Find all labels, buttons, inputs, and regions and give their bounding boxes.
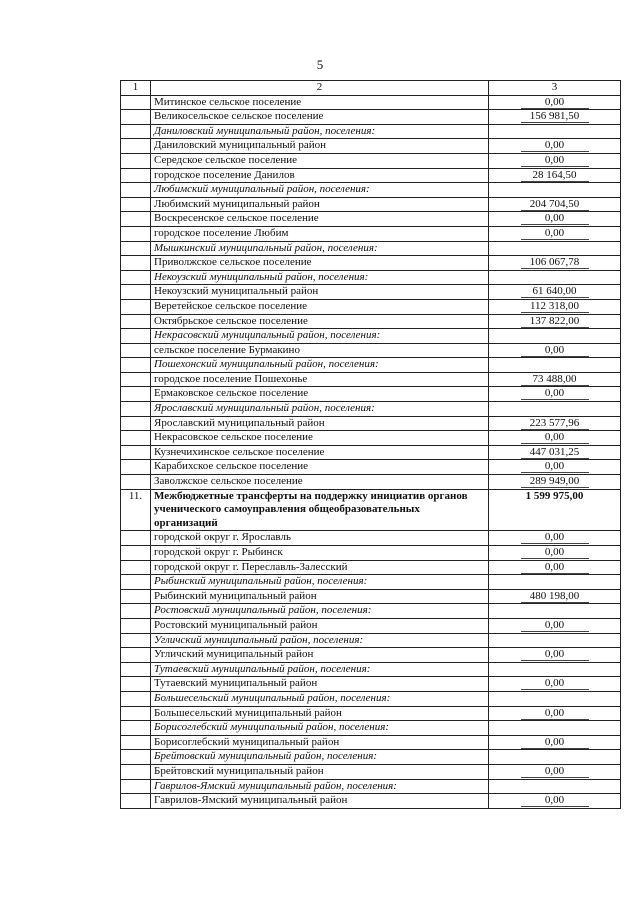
row-value: 0,00: [521, 677, 589, 690]
row-value: 0,00: [521, 648, 589, 661]
row-number-cell: [121, 241, 151, 256]
row-value-cell: [489, 475, 621, 490]
row-name-cell: городской округ г. Ярославль: [151, 531, 489, 546]
table-row: [121, 531, 621, 546]
row-number-cell: 11.: [121, 489, 151, 531]
row-value: 137 822,00: [521, 315, 589, 328]
row-name-cell: Гаврилов-Ямский муниципальный район, поселения:: [151, 779, 489, 794]
row-value-cell: [489, 241, 621, 256]
row-value-cell: [489, 575, 621, 590]
row-value-cell: [489, 735, 621, 750]
row-name-cell: городской округ г. Переславль-Залесский: [151, 560, 489, 575]
district-header-row: [121, 358, 621, 373]
row-number-cell: [121, 662, 151, 677]
row-number-cell: [121, 416, 151, 431]
row-number-cell: [121, 402, 151, 417]
table-row: [121, 706, 621, 721]
row-value-cell: [489, 329, 621, 344]
row-name-cell: Ярославский муниципальный район: [151, 416, 489, 431]
row-value-cell: [489, 431, 621, 446]
row-name-cell: Тутаевский муниципальный район, поселения:: [151, 662, 489, 677]
row-number-cell: [121, 110, 151, 125]
header-col-1: 1: [121, 81, 151, 96]
row-name-cell: Веретейское сельское поселение: [151, 299, 489, 314]
row-name-cell: Гаврилов-Ямский муниципальный район: [151, 794, 489, 809]
row-name-cell: Угличский муниципальный район, поселения:: [151, 633, 489, 648]
row-name-cell: Некрасовское сельское поселение: [151, 431, 489, 446]
row-value: 0,00: [521, 212, 589, 225]
row-name-cell: Октябрьское сельское поселение: [151, 314, 489, 329]
row-value: 0,00: [521, 154, 589, 167]
row-value: 0,00: [521, 561, 589, 574]
district-header-row: [121, 633, 621, 648]
row-name-cell: Воскресенское сельское поселение: [151, 212, 489, 227]
row-number-cell: [121, 531, 151, 546]
row-number-cell: [121, 197, 151, 212]
row-number-cell: [121, 256, 151, 271]
row-value-cell: [489, 648, 621, 663]
row-value-cell: [489, 764, 621, 779]
row-name-cell: Пошехонский муниципальный район, поселения:: [151, 358, 489, 373]
row-name-cell: Заволжское сельское поселение: [151, 475, 489, 490]
row-value-cell: [489, 226, 621, 241]
row-number-cell: [121, 343, 151, 358]
row-name-cell: Борисоглебский муниципальный район: [151, 735, 489, 750]
table-row: [121, 314, 621, 329]
row-number-cell: [121, 358, 151, 373]
row-number-cell: [121, 677, 151, 692]
transfers-table: [120, 80, 621, 809]
row-number-cell: [121, 546, 151, 561]
district-header-row: [121, 721, 621, 736]
row-value: 0,00: [521, 227, 589, 240]
row-number-cell: [121, 560, 151, 575]
row-name-cell: Даниловский муниципальный район, поселения:: [151, 124, 489, 139]
table-row: [121, 475, 621, 490]
page-number: 5: [316, 57, 324, 72]
row-value-cell: [489, 604, 621, 619]
row-number-cell: [121, 212, 151, 227]
row-name-cell: Приволжское сельское поселение: [151, 256, 489, 271]
row-value-cell: [489, 794, 621, 809]
row-number-cell: [121, 299, 151, 314]
row-value: 0,00: [521, 546, 589, 559]
row-value-cell: [489, 445, 621, 460]
row-name-cell: Брейтовский муниципальный район, поселения:: [151, 750, 489, 765]
row-number-cell: [121, 124, 151, 139]
row-number-cell: [121, 589, 151, 604]
row-number-cell: [121, 779, 151, 794]
row-value-cell: [489, 110, 621, 125]
table-row: [121, 299, 621, 314]
table-row: [121, 95, 621, 110]
table-row: [121, 677, 621, 692]
row-name-cell: Ярославский муниципальный район, поселения:: [151, 402, 489, 417]
row-value-cell: [489, 270, 621, 285]
row-number-cell: [121, 794, 151, 809]
table-row: [121, 256, 621, 271]
row-number-cell: [121, 372, 151, 387]
row-number-cell: [121, 618, 151, 633]
row-name-cell: городское поселение Пошехонье: [151, 372, 489, 387]
row-value: 0,00: [521, 794, 589, 807]
row-number-cell: [121, 226, 151, 241]
row-value: 480 198,00: [521, 590, 589, 603]
row-name-cell: Кузнечихинское сельское поселение: [151, 445, 489, 460]
table-row: [121, 445, 621, 460]
row-value-cell: [489, 285, 621, 300]
row-value-cell: [489, 124, 621, 139]
table-row: [121, 460, 621, 475]
row-value-cell: [489, 460, 621, 475]
row-value-cell: [489, 402, 621, 417]
row-value: 447 031,25: [521, 446, 589, 459]
row-number-cell: [121, 285, 151, 300]
table-row: [121, 285, 621, 300]
row-name-cell: Большесельский муниципальный район: [151, 706, 489, 721]
row-value-cell: [489, 546, 621, 561]
row-number-cell: [121, 431, 151, 446]
row-name-cell: Рыбинский муниципальный район, поселения:: [151, 575, 489, 590]
table-row: [121, 110, 621, 125]
row-value-cell: [489, 372, 621, 387]
row-value-cell: [489, 314, 621, 329]
table-row: [121, 212, 621, 227]
district-header-row: [121, 575, 621, 590]
table-row: [121, 735, 621, 750]
row-value: 0,00: [521, 139, 589, 152]
row-value-cell: [489, 677, 621, 692]
row-number-cell: [121, 314, 151, 329]
district-header-row: [121, 604, 621, 619]
row-value: 106 067,78: [521, 256, 589, 269]
row-value-cell: [489, 212, 621, 227]
row-name-cell: сельское поселение Бурмакино: [151, 343, 489, 358]
table-row: [121, 372, 621, 387]
row-value-cell: [489, 779, 621, 794]
row-number-cell: [121, 721, 151, 736]
row-name-cell: Ростовский муниципальный район, поселения:: [151, 604, 489, 619]
row-name-cell: Мышкинский муниципальный район, поселения:: [151, 241, 489, 256]
row-name-cell: Некрасовский муниципальный район, поселения:: [151, 329, 489, 344]
row-value: 0,00: [521, 765, 589, 778]
table-row: [121, 560, 621, 575]
row-name-cell: Брейтовский муниципальный район: [151, 764, 489, 779]
row-value: 0,00: [521, 707, 589, 720]
row-value-cell: [489, 691, 621, 706]
row-value-cell: [489, 721, 621, 736]
row-value-cell: [489, 706, 621, 721]
row-number-cell: [121, 139, 151, 154]
row-number-cell: [121, 270, 151, 285]
row-value: 0,00: [521, 344, 589, 357]
row-name-cell: Любимский муниципальный район: [151, 197, 489, 212]
district-header-row: [121, 402, 621, 417]
row-number-cell: [121, 604, 151, 619]
row-name-cell: Тутаевский муниципальный район: [151, 677, 489, 692]
row-name-cell: Середское сельское поселение: [151, 153, 489, 168]
table-row: [121, 153, 621, 168]
row-value: 1 599 975,00: [525, 489, 584, 502]
row-number-cell: [121, 735, 151, 750]
district-header-row: [121, 241, 621, 256]
row-number-cell: [121, 387, 151, 402]
row-value-cell: [489, 662, 621, 677]
table-row: [121, 794, 621, 809]
row-value-cell: [489, 416, 621, 431]
table-header-row: [121, 81, 621, 96]
table-row: [121, 168, 621, 183]
row-name-cell: городской округ г. Рыбинск: [151, 546, 489, 561]
row-number-cell: [121, 445, 151, 460]
row-value: 0,00: [521, 736, 589, 749]
row-value: 73 488,00: [521, 373, 589, 386]
table-row: [121, 618, 621, 633]
row-value-cell: [489, 139, 621, 154]
table-row: [121, 197, 621, 212]
table-row: [121, 387, 621, 402]
table-row: [121, 648, 621, 663]
row-value: 0,00: [521, 619, 589, 632]
row-value: 0,00: [521, 431, 589, 444]
row-name-cell: Рыбинский муниципальный район: [151, 589, 489, 604]
row-number-cell: [121, 460, 151, 475]
section-row: [121, 489, 621, 531]
table-row: [121, 589, 621, 604]
table-row: [121, 343, 621, 358]
row-value-cell: [489, 618, 621, 633]
row-value: 112 318,00: [521, 300, 589, 313]
district-header-row: [121, 691, 621, 706]
row-value-cell: [489, 489, 621, 531]
row-value: 28 164,50: [521, 169, 589, 182]
row-name-cell: Митинское сельское поселение: [151, 95, 489, 110]
row-value-cell: [489, 153, 621, 168]
row-value-cell: [489, 256, 621, 271]
row-name-cell: Ростовский муниципальный район: [151, 618, 489, 633]
row-number-cell: [121, 648, 151, 663]
row-name-cell: Великосельское сельское поселение: [151, 110, 489, 125]
row-number-cell: [121, 764, 151, 779]
row-number-cell: [121, 168, 151, 183]
row-number-cell: [121, 691, 151, 706]
row-name-cell: городское поселение Данилов: [151, 168, 489, 183]
row-value: 289 949,00: [521, 475, 589, 488]
row-value-cell: [489, 560, 621, 575]
row-number-cell: [121, 95, 151, 110]
table-row: [121, 416, 621, 431]
row-value-cell: [489, 750, 621, 765]
row-number-cell: [121, 706, 151, 721]
row-value: 0,00: [521, 96, 589, 109]
district-header-row: [121, 329, 621, 344]
row-value: 61 640,00: [521, 285, 589, 298]
row-value-cell: [489, 387, 621, 402]
district-header-row: [121, 779, 621, 794]
row-name-cell: Некоузский муниципальный район: [151, 285, 489, 300]
row-name-cell: Угличский муниципальный район: [151, 648, 489, 663]
row-value: 0,00: [521, 460, 589, 473]
row-number-cell: [121, 750, 151, 765]
row-number-cell: [121, 575, 151, 590]
row-name-cell: Любимский муниципальный район, поселения:: [151, 183, 489, 198]
row-value-cell: [489, 358, 621, 373]
header-col-3: 3: [489, 81, 621, 96]
row-number-cell: [121, 475, 151, 490]
table-body: [121, 95, 621, 808]
table-row: [121, 546, 621, 561]
row-value-cell: [489, 343, 621, 358]
district-header-row: [121, 270, 621, 285]
row-value-cell: [489, 299, 621, 314]
table-row: [121, 764, 621, 779]
row-number-cell: [121, 153, 151, 168]
row-value-cell: [489, 183, 621, 198]
district-header-row: [121, 183, 621, 198]
row-number-cell: [121, 633, 151, 648]
row-value-cell: [489, 589, 621, 604]
district-header-row: [121, 750, 621, 765]
row-number-cell: [121, 183, 151, 198]
row-name-cell: Борисоглебский муниципальный район, поселения:: [151, 721, 489, 736]
row-name-cell: Карабихское сельское поселение: [151, 460, 489, 475]
header-col-2: 2: [151, 81, 489, 96]
row-name-cell: Большесельский муниципальный район, поселения:: [151, 691, 489, 706]
row-value-cell: [489, 168, 621, 183]
row-value: 0,00: [521, 531, 589, 544]
row-name-cell: Ермаковское сельское поселение: [151, 387, 489, 402]
row-name-cell: Некоузский муниципальный район, поселения:: [151, 270, 489, 285]
row-value-cell: [489, 633, 621, 648]
row-value-cell: [489, 531, 621, 546]
row-name-cell: Межбюджетные трансферты на поддержку инициатив органов ученического самоуправления общеобразовательных организаций: [151, 489, 489, 531]
row-name-cell: Даниловский муниципальный район: [151, 139, 489, 154]
row-value: 0,00: [521, 387, 589, 400]
table-row: [121, 139, 621, 154]
table-row: [121, 431, 621, 446]
row-value-cell: [489, 95, 621, 110]
table-row: [121, 226, 621, 241]
district-header-row: [121, 662, 621, 677]
district-header-row: [121, 124, 621, 139]
row-value: 204 704,50: [521, 198, 589, 211]
row-name-cell: городское поселение Любим: [151, 226, 489, 241]
row-value: 223 577,96: [521, 417, 589, 430]
row-value: 156 981,50: [521, 110, 589, 123]
row-number-cell: [121, 329, 151, 344]
row-value-cell: [489, 197, 621, 212]
